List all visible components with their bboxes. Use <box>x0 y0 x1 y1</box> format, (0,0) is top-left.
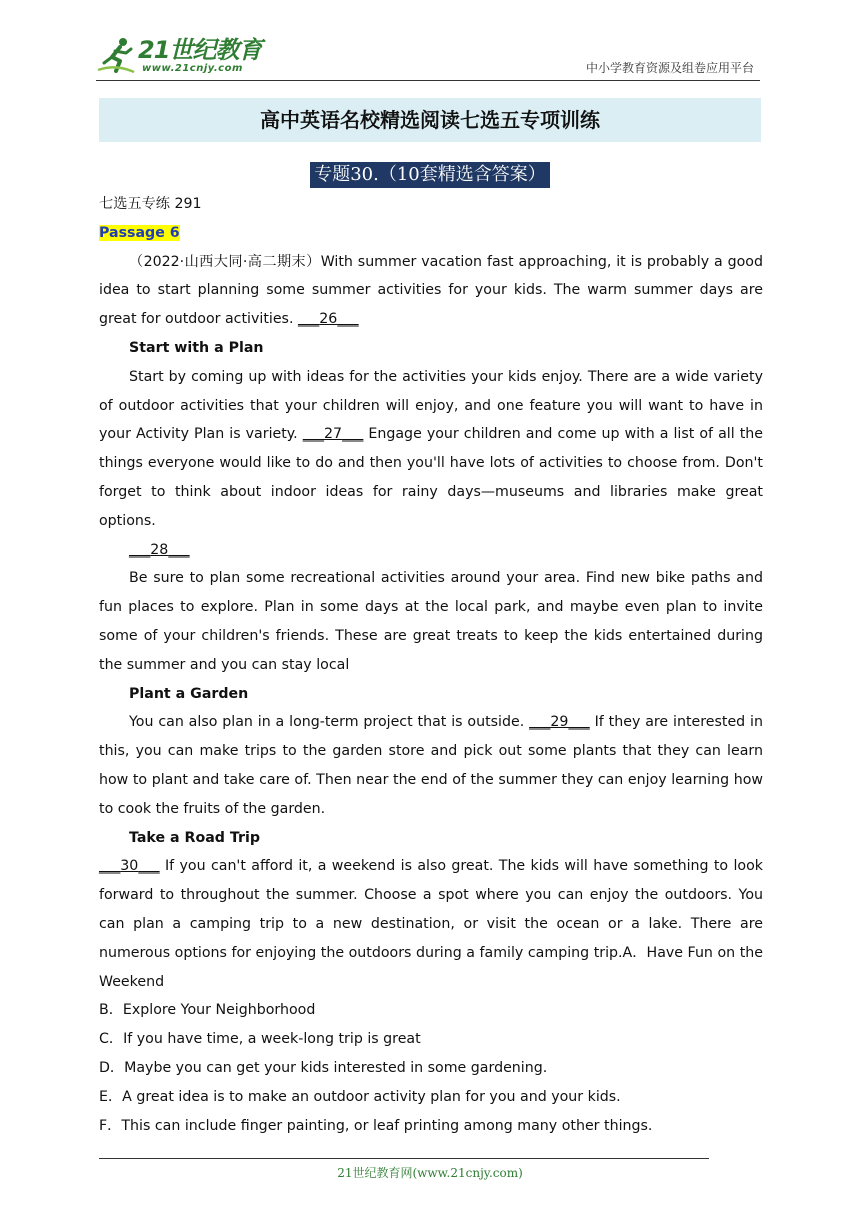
blank-26: ___26___ <box>297 311 359 328</box>
logo-wordmark: 21世纪教育 <box>138 36 262 64</box>
section-heading: Plant a Garden <box>129 685 249 702</box>
section-paragraph: Be sure to plan some recreational activities around your area. Find new bike paths and fun places to explore. Plan in some days at the local park, and maybe even plan to invite some of your children's friends. These are great treats to keep the kids entertained during the summer and you can stay local <box>99 570 763 673</box>
blank-28: ___28___ <box>129 541 190 558</box>
section-paragraph: Start by coming up with ideas for the activities your kids enjoy. There are a wide variety of outdoor activities that your children will enjoy, and one feature you will want to have in your Activity Plan is variety. ___27___ Engage your children and come up with a list of all the things everyone would like to do and then you'll have lots of activities to choose from. Don't forget to think about indoor ideas for rainy days—museums and libraries make great options. <box>99 368 763 529</box>
exercise-label: 七选五专练 291 <box>99 196 202 212</box>
section-heading-blank <box>99 536 763 565</box>
logo-url: www.21cnjy.com <box>142 63 243 74</box>
section-heading: Take a Road Trip <box>129 829 261 846</box>
page-footer: 21世纪教育网(www.21cnjy.com) <box>337 1166 523 1180</box>
option-item: D．Maybe you can get your kids interested in some gardening. <box>99 1059 548 1076</box>
intro-source: （2022·山西大同·高二期末） <box>129 253 321 270</box>
option-item: F．This can include finger painting, or leaf printing among many other things. <box>99 1117 653 1134</box>
blank-30: ___30___ <box>99 858 160 875</box>
intro-text: With summer vacation fast approaching, it is probably a good idea to start planning some summer activities for your kids. The warm summer days are great for outdoor activities. <box>99 253 763 328</box>
option-item: E．A great idea is to make an outdoor activity plan for you and your kids. <box>99 1088 621 1105</box>
option-item: B．Explore Your Neighborhood <box>99 1002 316 1019</box>
document-subtitle: 专题30.（10套精选含答案） <box>310 162 550 188</box>
option-item: C．If you have time, a week-long trip is great <box>99 1031 421 1048</box>
intro-paragraph <box>99 248 763 334</box>
subtitle-wrap <box>0 162 860 188</box>
document-body <box>99 190 763 1140</box>
footer-divider <box>99 1158 709 1159</box>
platform-name: 中小学教育资源及组卷应用平台 <box>585 61 754 75</box>
blank-27: ___27___ <box>302 426 364 443</box>
runner-logo-icon <box>96 36 136 76</box>
site-logo <box>96 32 266 78</box>
page-header <box>96 32 760 81</box>
section-paragraph: ___30___ If you can't afford it, a weekend is also great. The kids will have something to look forward to throughout the summer. Choose a spot where you can enjoy the outdoors. You can plan a camping trip to a new destination, or visit the ocean or a lake. There are numerous options for enjoying the outdoors during a family camping trip.A．Have Fun on the Weekend <box>99 858 763 990</box>
blank-29: ___29___ <box>529 714 590 731</box>
passage-label: Passage 6 <box>99 224 180 241</box>
section-paragraph: You can also plan in a long-term project that is outside. ___29___ If they are interested in this, you can make trips to the garden store and pick out some plants that they can learn how to plant and take care of. Then near the end of the summer they can enjoy learning how to cook the fruits of the garden. <box>99 714 763 817</box>
document-title: 高中英语名校精选阅读七选五专项训练 <box>99 98 761 142</box>
section-heading: Start with a Plan <box>129 339 264 356</box>
